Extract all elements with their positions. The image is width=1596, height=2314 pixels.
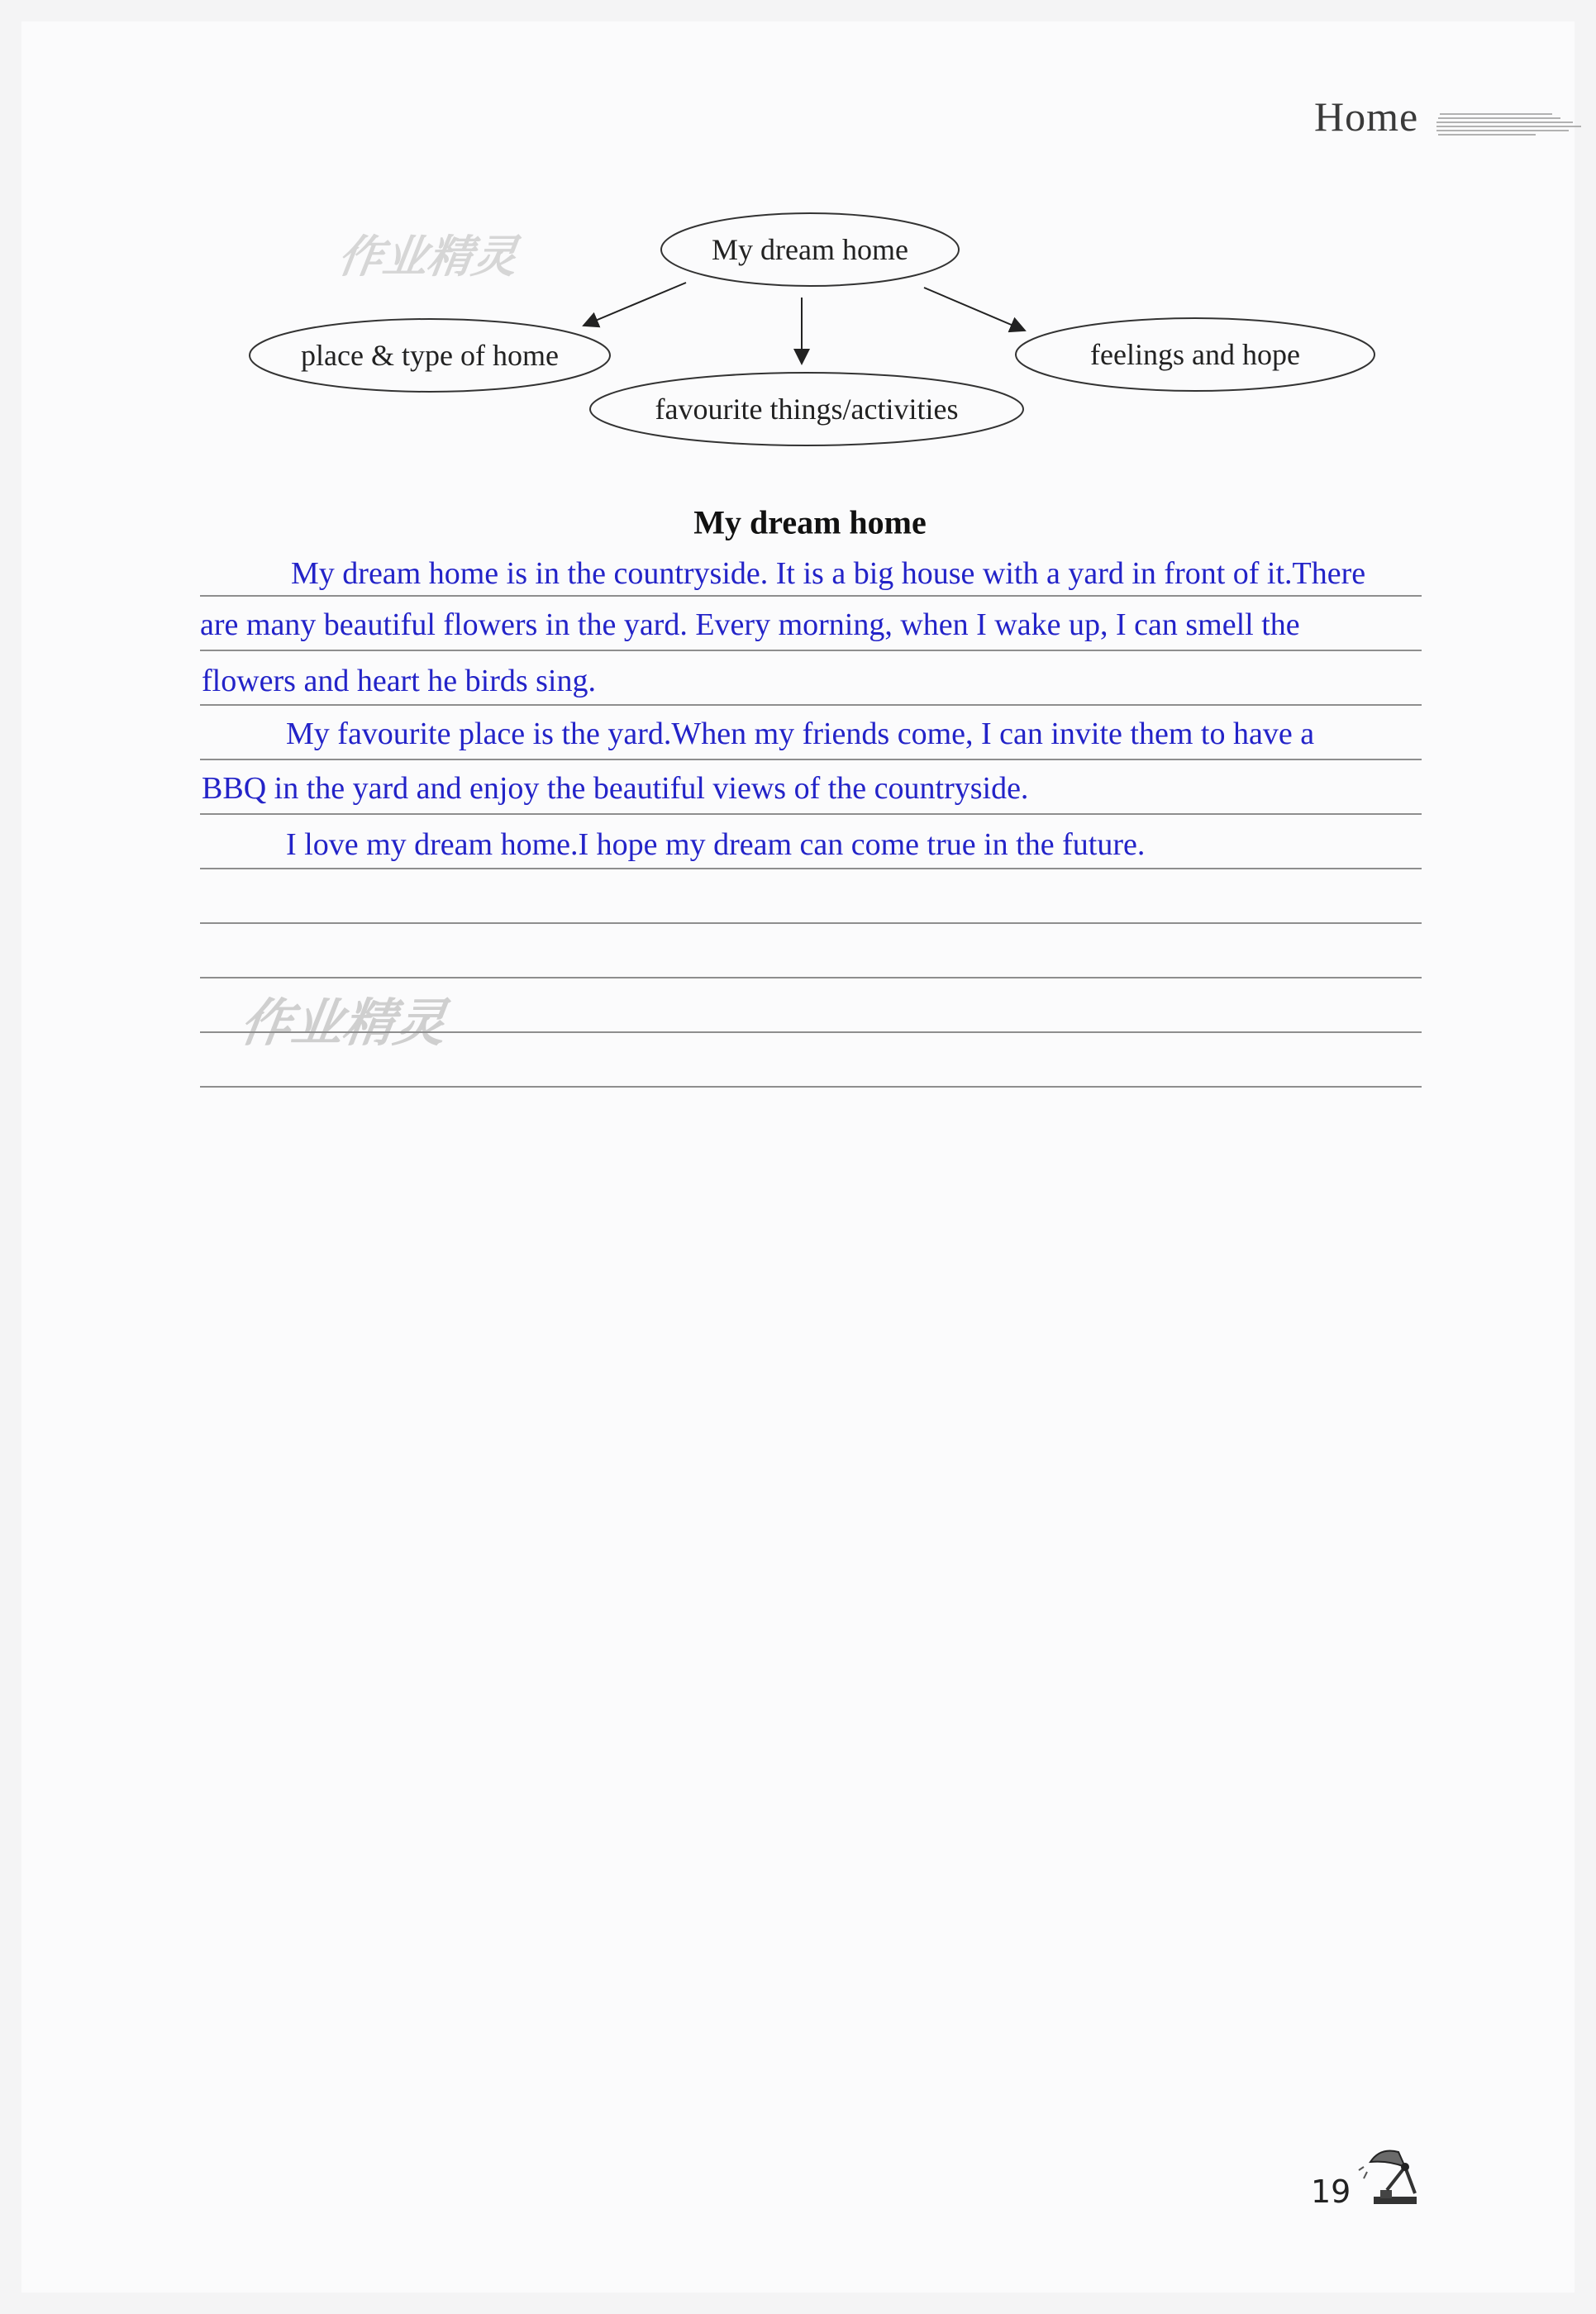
writing-line — [200, 868, 1422, 869]
writing-line — [200, 704, 1422, 706]
writing-line — [200, 922, 1422, 924]
mind-map-branch-label: favourite things/activities — [655, 393, 959, 426]
mind-map-branch-label: place & type of home — [301, 339, 559, 372]
essay-title: My dream home — [693, 503, 927, 541]
desk-lamp-mascot-icon — [1355, 2142, 1426, 2208]
watermark: 作业精灵 — [236, 993, 450, 1053]
writing-line — [200, 977, 1422, 978]
mind-map-center-label: My dream home — [712, 233, 908, 266]
essay-line: flowers and heart he birds sing. — [202, 664, 596, 698]
writing-line — [200, 1086, 1422, 1088]
writing-line — [200, 650, 1422, 651]
writing-line — [200, 813, 1422, 815]
section-header-title: Home — [1314, 93, 1419, 140]
writing-line — [200, 1031, 1422, 1033]
writing-line — [200, 759, 1422, 760]
essay-line: My dream home is in the countryside. It is a big house with a yard in front of it.There — [291, 556, 1366, 591]
page-number: 19 — [1311, 2174, 1351, 2210]
mind-map-branch-label: feelings and hope — [1090, 338, 1300, 371]
essay-line: BBQ in the yard and enjoy the beautiful views of the countryside. — [202, 771, 1029, 806]
writing-line — [200, 595, 1422, 597]
essay-line: I love my dream home.I hope my dream can come true in the future. — [286, 827, 1146, 862]
essay-line: My favourite place is the yard.When my friends come, I can invite them to have a — [286, 717, 1315, 751]
watermark: 作业精灵 — [335, 231, 521, 283]
essay-line: are many beautiful flowers in the yard. Every morning, when I wake up, I can smell the — [200, 607, 1300, 642]
mind-map-arrow — [924, 288, 1025, 331]
mind-map-arrow — [584, 283, 686, 326]
